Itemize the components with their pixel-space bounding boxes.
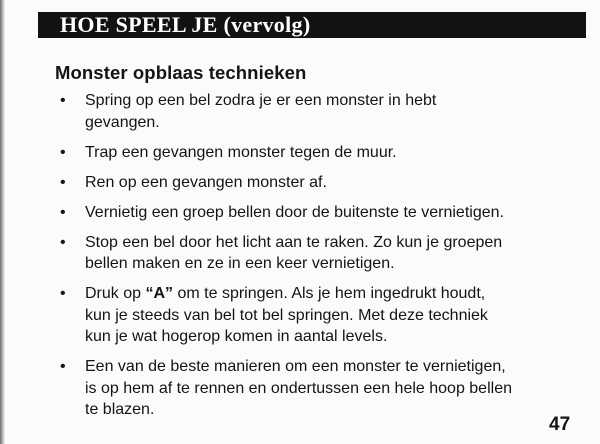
bullet-icon: • <box>60 173 66 191</box>
list-item <box>60 90 580 133</box>
list-item-line: is op hem af te rennen en ondertussen een hele hoop bellen <box>85 379 512 397</box>
list-item-line: Spring op een bel zodra je er een monster in hebt <box>85 92 437 109</box>
header-bar <box>38 12 586 38</box>
list-item-line: bellen maken en ze in een keer vernietigen. <box>85 255 395 272</box>
page-number: 47 <box>549 414 571 435</box>
header-title: HOE SPEEL JE (vervolg) <box>60 12 311 37</box>
list-item-line: kun je steeds van bel tot bel springen. Met deze techniek <box>85 306 488 324</box>
bullet-icon: • <box>60 203 66 221</box>
bullet-icon: • <box>60 233 66 251</box>
bullet-icon: • <box>60 143 66 161</box>
list-item-line: Trap een gevangen monster tegen de muur. <box>85 143 397 161</box>
bullet-icon: • <box>60 285 66 302</box>
list-item <box>60 283 580 348</box>
list-item <box>60 356 580 421</box>
bullet-icon: • <box>60 92 66 109</box>
list-item <box>60 172 580 194</box>
list-item <box>60 202 580 224</box>
technique-list <box>60 90 580 429</box>
list-item-line: Vernietig een groep bellen door de buitenste te vernietigen. <box>85 203 504 221</box>
list-item-line: te blazen. <box>85 401 155 418</box>
list-item-line: Ren op een gevangen monster af. <box>85 173 327 191</box>
list-item <box>60 142 580 164</box>
list-item-line: Stop een bel door het licht aan te raken. Zo kun je groepen <box>85 233 503 251</box>
bullet-icon: • <box>60 358 66 375</box>
section-title: Monster opblaas technieken <box>55 62 307 83</box>
list-item-line <box>85 283 580 305</box>
list-item-line: Een van de beste manieren om een monster te vernietigen, <box>85 358 506 375</box>
list-item-line: kun je wat hogerop komen in aantal levels. <box>85 328 388 345</box>
list-item-line: gevangen. <box>85 113 160 131</box>
a-button-key-label: “A” <box>145 285 174 302</box>
list-item <box>60 232 580 275</box>
list-item-text: om te springen. Als je hem ingedrukt houdt, <box>173 285 486 302</box>
list-item-text: Druk op <box>85 285 146 302</box>
page-binding-edge <box>0 0 5 444</box>
